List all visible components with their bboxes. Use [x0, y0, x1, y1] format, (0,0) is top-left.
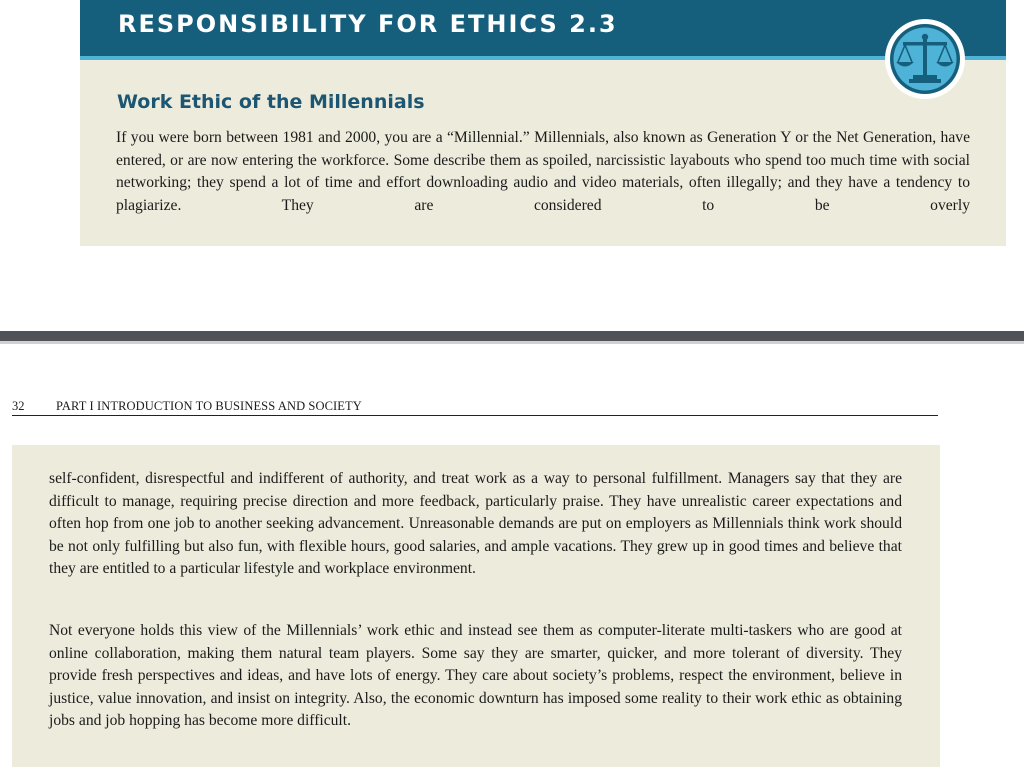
- scales-of-justice-icon: [883, 17, 967, 101]
- box-heading: Work Ethic of the Millennials: [117, 91, 425, 113]
- continued-paragraph: Not everyone holds this view of the Millennials’ work ethic and instead see them as computer-literate multi-taskers who are good at online collaboration, making them natural team players. Some say they are smarter, quicker, and more tolerant of diversity. They provide fresh perspectives and ideas, and have lots of energy. They care about society’s problems, respect the environment, believe in justice, value innovation, and insist on integrity. Also, the economic downturn has imposed some reality to their work ethic as obtaining jobs and job hopping has become more difficult.: [49, 622, 902, 730]
- banner-rule: [80, 56, 1006, 60]
- banner-title: RESPONSIBILITY FOR ETHICS 2.3: [118, 10, 618, 38]
- continued-paragraph: self-confident, disrespectful and indifferent of authority, and treat work as a way to personal fulfillment. Managers say that they are difficult to manage, requiring precise direction and more feedback, particularly praise. They have unrealistic career expectations and often hop from one job to another seeking advancement. Unreasonable demands are put on employers as Millennials think work should be not only fulfilling but also fun, with flexible hours, good salaries, and ample vacations. They grew up in good times and believe that they are entitled to a particular lifestyle and workplace environment.: [49, 470, 902, 578]
- running-head: [12, 397, 938, 416]
- page-number: 32: [12, 399, 25, 413]
- page-break-shadow: [0, 341, 1024, 344]
- page-break-bar: [0, 331, 1024, 341]
- part-title: PART I INTRODUCTION TO BUSINESS AND SOCIETY: [56, 399, 362, 413]
- box-paragraph-start: If you were born between 1981 and 2000, you are a “Millennial.” Millennials, also known as Generation Y or the Net Generation, have entered, or are now entering the workforce. Some describe them as spoiled, narcissistic layabouts who spend too much time with social networking; they spend a lot of time and effort downloading audio and video materials, often illegally; and they have a tendency to plagiarize. They are considered to be overly: [116, 129, 970, 215]
